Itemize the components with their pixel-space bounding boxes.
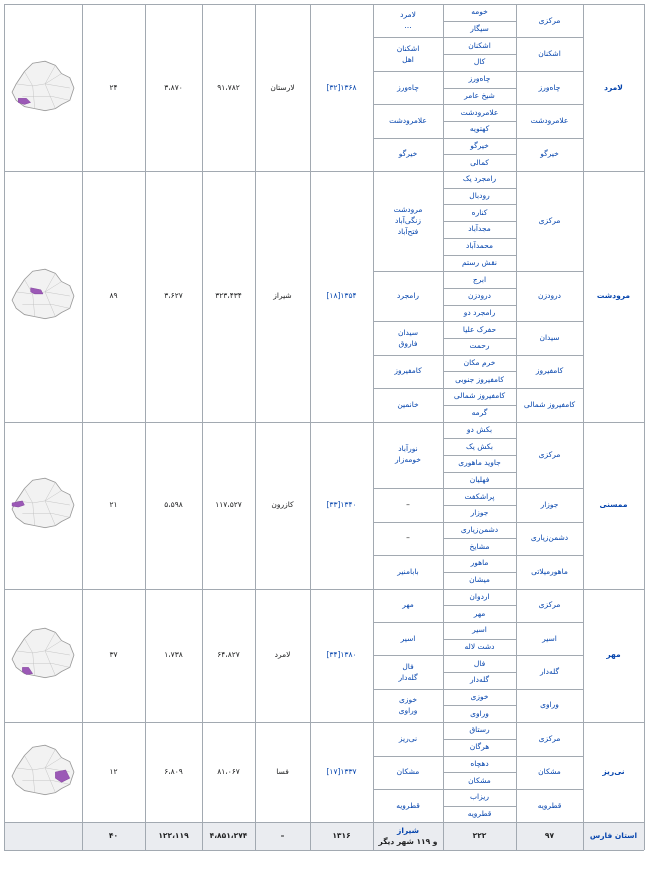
column-border [310,589,311,723]
column-border [82,171,83,422]
district-name-link[interactable]: مشکان [538,767,561,777]
rural-district-link[interactable]: کامفیروز جنوبی [455,374,504,384]
rural-district-link[interactable]: گرمه [471,408,488,418]
rural-district-link[interactable]: گله‌دار [469,675,490,685]
district-row-border [373,388,583,389]
column-border [202,171,203,422]
county-name-link[interactable]: لامرد [604,82,623,92]
column-border [4,4,5,171]
city-name-link[interactable]: خانمین [397,399,419,409]
city-name-link[interactable]: خیرگو [398,149,418,159]
village-row-border [443,605,516,606]
rural-district-link[interactable]: خرم مکان [463,358,496,368]
district-name-link[interactable]: سیدان [539,333,560,342]
column-border [373,4,374,171]
county-center-city: لارستان [270,82,295,92]
city-name-link[interactable]: نورآباد [398,444,418,454]
city-name-link[interactable]: خوزی [398,694,418,704]
district-row-border [373,789,583,790]
fars-province-map-icon [10,55,76,121]
district-row-border [373,488,583,489]
county-established-year[interactable]: [۳۲]۱۳۶۸ [326,82,357,92]
rural-district-link[interactable]: بکش یک [466,441,493,451]
district-name-link[interactable]: ماهورمیلاتی [531,566,568,576]
county-density: ۱۲ [109,767,118,777]
county-area: ۳،۶۲۷ [164,291,183,301]
column-border [443,589,444,723]
fars-province-map-icon [10,739,76,805]
county-area: ۶،۸۰۹ [164,767,183,777]
county-map-thumbnail[interactable] [10,739,76,805]
city-name-link[interactable]: خومه‌زار [395,455,421,465]
county-established-year[interactable]: [۱۸]۱۳۵۴ [326,291,357,301]
district-row-border [373,355,583,356]
city-name-link[interactable]: چاه‌ورز [397,82,419,92]
city-name-link[interactable]: زنگی‌آباد [395,216,421,226]
village-row-border [443,505,516,506]
county-area: ۵،۵۹۸ [164,500,183,509]
column-border [644,722,645,822]
column-border [583,589,584,723]
rural-district-link[interactable]: اسیر [472,625,487,635]
column-border [644,4,645,171]
column-border [443,4,444,171]
column-border [145,722,146,822]
column-border [373,422,374,589]
total-center: – [280,831,285,841]
village-row-border [443,739,516,740]
column-border [202,722,203,822]
county-density: ۳۷ [109,650,118,660]
city-name-link[interactable]: رامجرد [396,291,420,301]
district-row-border [373,71,583,72]
district-row-border [373,689,583,690]
district-name-link[interactable]: مرکزی [538,600,561,610]
district-name-link[interactable]: گله‌دار [539,667,560,676]
rural-district-link[interactable]: نقش رستم [462,257,497,267]
county-center-city: شیراز [273,291,292,301]
village-row-border [443,705,516,706]
rural-district-link[interactable]: دشت لاله [464,641,495,651]
city-name-link[interactable]: … [404,21,412,31]
rural-district-link[interactable]: اردوان [469,591,490,601]
column-border [4,822,5,850]
column-border [516,4,517,171]
column-border [373,722,374,822]
county-established-year[interactable]: [۳۴]۱۳۸۰ [326,650,357,660]
city-name-link[interactable]: علامرودشت [389,115,427,125]
district-row-border [373,622,583,623]
column-border [255,422,256,589]
village-row-border [443,221,516,222]
district-row-border [373,555,583,556]
county-row-border [4,589,644,590]
column-border [255,589,256,723]
county-area: ۱،۷۳۸ [164,650,183,660]
rural-district-link[interactable]: رحمت [469,341,490,351]
rural-district-link[interactable]: فال [473,658,486,668]
rural-district-link[interactable]: مجدآباد [468,224,491,234]
column-border [310,171,311,422]
fars-province-map-icon [10,622,76,688]
column-border [583,422,584,589]
district-row-border [373,271,583,272]
column-border [443,171,444,422]
district-row-border [373,37,583,38]
column-border [373,822,374,850]
city-name-link[interactable]: مشکان [396,767,420,777]
table-top-border [4,4,644,5]
total-cities-count: و ۱۱۹ شهر دیگر [378,837,438,847]
village-row-border [443,438,516,439]
rural-district-link[interactable]: اشکنان [468,40,491,50]
column-border [583,4,584,171]
total-village-count: ۲۲۲ [472,831,487,841]
district-name-link[interactable]: جوزار [540,500,559,509]
column-border [583,171,584,422]
total-established: ۱۳۱۶ [332,831,351,841]
total-district-count: ۹۷ [544,831,555,841]
rural-district-link[interactable]: کمالی [470,157,489,167]
city-name-link[interactable]: بابامنیر [397,566,419,576]
district-name-link[interactable]: اشکنان [538,49,561,59]
column-border [644,589,645,723]
rural-district-link[interactable]: وراوی [470,708,489,718]
village-row-border [443,188,516,189]
fars-province-map-icon [10,472,76,538]
county-map-thumbnail[interactable] [10,472,76,538]
column-border [255,822,256,850]
column-border [202,4,203,171]
county-area: ۳،۸۷۰ [164,82,183,92]
district-name-link[interactable]: کامفیروز شمالی [523,399,576,409]
county-population: ۹۱،۷۸۲ [217,82,240,92]
county-name-link[interactable]: مرودشت [596,291,631,301]
column-border [310,422,311,589]
county-row-border [4,422,644,423]
county-population: ۱۱۷،۵۲۷ [215,500,242,509]
city-name-link[interactable]: اهل [402,54,414,64]
village-row-border [443,806,516,807]
village-row-border [443,88,516,89]
county-density: ۲۱ [109,500,118,509]
total-province-link[interactable]: استان فارس [589,831,638,841]
column-border [82,722,83,822]
county-row-border [4,171,644,172]
rural-district-link[interactable]: علامرودشت [460,107,499,117]
district-name-link[interactable]: قطرویه [537,800,562,810]
total-population: ۴،۸۵۱،۲۷۴ [209,831,248,841]
rural-district-link[interactable]: کامفیروز شمالی [453,391,506,401]
county-map-thumbnail[interactable] [10,622,76,688]
village-row-border [443,772,516,773]
column-border [443,722,444,822]
district-name-link[interactable]: مرکزی [538,15,561,25]
district-name-link[interactable]: مرکزی [538,216,561,226]
rural-district-link[interactable]: جاوید ماهوری [458,458,501,468]
rural-district-link[interactable]: دهچاه [470,758,489,768]
column-border [82,822,83,850]
column-border [310,4,311,171]
city-name-link: – [406,533,410,543]
village-row-border [443,238,516,239]
column-border [255,722,256,822]
city-name-link[interactable]: نی‌ریز [398,733,418,743]
column-border [4,589,5,723]
county-name-link[interactable]: نی‌ریز [602,767,625,777]
county-map-thumbnail[interactable] [10,263,76,329]
column-border [4,422,5,589]
column-border [516,722,517,822]
rural-district-link[interactable]: میشان [469,575,490,585]
rural-district-link[interactable]: قطرویه [467,808,492,818]
column-border [644,171,645,422]
county-center-city: لامرد [274,650,291,660]
column-border [145,422,146,589]
column-border [82,422,83,589]
city-name-link[interactable]: مهر [402,600,414,610]
rural-district-link[interactable]: خومه [471,7,488,17]
column-border [145,822,146,850]
city-name-link[interactable]: فاروق [398,338,418,348]
city-name-link[interactable]: گله‌دار [398,672,418,682]
rural-district-link[interactable]: ریزاب [470,792,489,802]
column-border [202,589,203,723]
rural-district-link[interactable]: شیخ عامر [464,90,495,100]
village-row-border [443,455,516,456]
district-name-link[interactable]: مرکزی [538,449,561,459]
village-row-border [443,639,516,640]
column-border [644,422,645,589]
rural-district-link[interactable]: حفرک علیا [462,324,497,334]
rural-district-link[interactable]: کناره [471,207,488,217]
rural-district-link[interactable]: مشایخ [469,541,490,551]
county-established-year[interactable]: [۳۳]۱۳۴۰ [326,500,357,509]
village-row-border [443,255,516,256]
rural-district-link[interactable]: دشمن‌زیاری [460,525,499,535]
county-density: ۸۹ [109,291,118,301]
city-name-link[interactable]: کامفیروز [394,366,422,376]
district-row-border [373,321,583,322]
city-name-link[interactable]: قطرویه [396,800,420,810]
column-border [202,422,203,589]
rural-district-link[interactable]: خیرگو [470,140,489,150]
column-border [310,822,311,850]
column-border [82,4,83,171]
column-border [310,722,311,822]
village-row-border [443,538,516,539]
column-border [145,171,146,422]
column-border [255,171,256,422]
city-name-link[interactable]: اسیر [400,633,416,643]
column-border [644,822,645,850]
column-border [4,722,5,822]
rural-district-link[interactable]: رامجرد دو [463,307,496,317]
district-name-link[interactable]: اسیر [542,633,557,643]
city-name-link[interactable]: فتح‌آباد [397,227,419,237]
column-border [516,822,517,850]
rural-district-link[interactable]: پراشکفت [464,491,495,501]
column-border [4,171,5,422]
total-cities-capital[interactable]: شیراز [397,826,419,836]
village-row-border [443,472,516,473]
rural-district-link[interactable]: رودبال [469,191,490,201]
village-row-border [443,21,516,22]
column-border [583,822,584,850]
district-name-link[interactable]: چاه‌ورز [538,82,561,92]
village-row-border [443,154,516,155]
column-border [145,4,146,171]
city-name-link[interactable]: وراوی [398,705,418,715]
column-border [516,589,517,723]
rural-district-link[interactable]: فهلیان [469,474,490,484]
rural-district-link[interactable]: رستاق [469,725,490,735]
rural-district-link[interactable]: ابرج [472,274,487,284]
total-area: ۱۲۲،۱۱۹ [158,831,189,841]
village-row-border [443,54,516,55]
rural-district-link[interactable]: محمدآباد [466,241,493,251]
city-name-link: – [406,500,410,509]
district-name-link[interactable]: وراوی [540,700,559,710]
rural-district-link[interactable]: درودزن [467,291,492,301]
city-name-link[interactable]: سیدان [397,327,419,337]
county-name-link[interactable]: ممسنی [599,500,628,509]
village-row-border [443,405,516,406]
district-row-border [373,522,583,523]
county-density: ۲۴ [109,82,118,92]
village-row-border [443,371,516,372]
county-population: ۶۴،۸۲۷ [217,650,240,660]
district-row-border [373,756,583,757]
village-row-border [443,204,516,205]
district-name-link[interactable]: کامفیروز [535,366,564,376]
rural-district-link[interactable]: مهر [473,608,486,618]
rural-district-link[interactable]: ماهور [470,558,489,568]
district-name-link[interactable]: علامرودشت [530,115,569,125]
fars-province-map-icon [10,263,76,329]
district-name-link[interactable]: خیرگو [540,149,559,159]
village-row-border [443,338,516,339]
rural-district-link[interactable]: کهتویه [469,124,490,134]
rural-district-link[interactable]: هرگان [469,742,490,752]
column-border [373,589,374,723]
column-border [255,4,256,171]
county-population: ۳۲۳،۴۳۴ [215,291,242,301]
district-row-border [373,655,583,656]
rural-district-link[interactable]: کال [473,57,486,67]
district-name-link[interactable]: مرکزی [538,733,561,743]
village-row-border [443,121,516,122]
column-border [202,822,203,850]
rural-district-link[interactable]: سیگار [470,24,489,34]
county-map-thumbnail[interactable] [10,55,76,121]
county-center-city: کازرون [271,500,294,509]
column-border [443,422,444,589]
rural-district-link[interactable]: چاه‌ورز [468,74,491,84]
village-row-border [443,305,516,306]
column-border [516,171,517,422]
rural-district-link[interactable]: مشکان [468,775,491,785]
city-name-link[interactable]: مرودشت [393,205,423,215]
district-name-link[interactable]: دشمن‌زیاری [530,533,569,543]
village-row-border [443,672,516,673]
city-name-link[interactable]: اشکنان [396,43,420,53]
column-border [583,722,584,822]
column-border [82,589,83,723]
rural-district-link[interactable]: خوزی [470,692,489,702]
village-row-border [443,288,516,289]
table-bottom-border [4,850,644,851]
county-name-link[interactable]: مهر [606,650,621,660]
rural-district-link[interactable]: بکش دو [466,424,493,434]
column-border [373,171,374,422]
county-center-city: فسا [276,767,289,777]
city-name-link[interactable]: لامرد [400,10,416,20]
rural-district-link[interactable]: رامجرد یک [462,174,497,184]
rural-district-link[interactable]: جوزار [470,508,489,518]
column-border [145,589,146,723]
district-row-border [373,138,583,139]
column-border [516,422,517,589]
county-population: ۸۱،۰۶۷ [217,767,240,777]
column-border [443,822,444,850]
city-name-link[interactable]: فال [402,661,414,671]
village-row-border [443,572,516,573]
county-row-border [4,722,644,723]
district-name-link[interactable]: درودزن [537,291,562,301]
county-established-year[interactable]: [۱۷]۱۳۳۷ [326,767,357,777]
total-density: ۴۰ [108,831,119,841]
district-row-border [373,104,583,105]
